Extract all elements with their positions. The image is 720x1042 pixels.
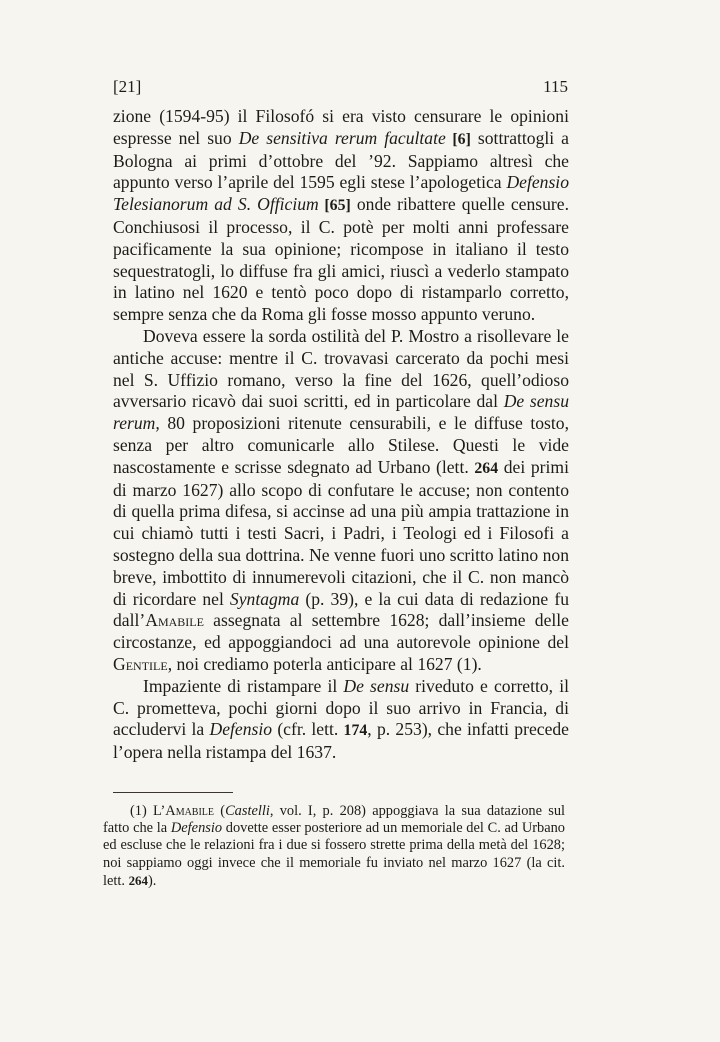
signature-mark: [21]: [113, 77, 142, 96]
italic-title: De sensu rerum,: [113, 391, 569, 434]
italic-title: Castelli: [225, 803, 270, 819]
letter-reference: [65]: [318, 197, 351, 215]
text-run: , vol. I, p. 208) appoggiava la sua datazione sul fatto che la: [103, 803, 566, 837]
text-run: Doveva essere la sorda ostilità del P. Mostro a risollevare le antiche accuse: mentre il C. trovavasi carcerato da pochi mesi nel S. Uffizio romano, verso la fine del 1626, quell’odioso avversario ricavò dai suoi scritti, ed in particolare dal: [113, 325, 569, 412]
author-name: Gentile: [113, 653, 168, 674]
italic-title: De sensu: [343, 675, 410, 696]
text-run: (1) L’: [130, 803, 166, 819]
text-run: , p. 253), che infatti precede l’opera nella ristampa del 1637.: [113, 719, 569, 763]
text-run: Impaziente di ristampare il: [143, 675, 344, 696]
letter-reference: 264: [474, 459, 499, 477]
page-number: 115: [543, 77, 568, 96]
author-name: Amabile: [145, 610, 204, 631]
italic-title: Defensio: [170, 820, 223, 837]
italic-title: Defensio Telesianorum ad S. Officium: [113, 172, 569, 215]
body-text: [113, 106, 569, 764]
paragraph: [113, 106, 569, 326]
text-run: sottrattogli a Bologna ai primi d’ottobre del ’92. Sappiamo altresì che appunto verso l’aprile del 1595 egli stese l’apologetica: [113, 127, 569, 193]
letter-reference: 174: [343, 722, 368, 740]
paragraph: [113, 676, 569, 764]
paragraph: [113, 326, 569, 676]
italic-title: Defensio: [209, 719, 273, 740]
text-run: onde ribattere quelle censure. Conchiusosi il processo, il C. potè per molti anni professare pacificamente la sua opinione; ricompose in italiano il testo sequestratogli, lo diffuse fra gli amici, riuscì a vederlo stampato in latino nel 1620 e tentò poco dopo di ristamparlo corretto, sempre senza che da Roma gli fosse mosso appunto veruno.: [113, 194, 569, 325]
text-run: dei primi di marzo 1627) allo scopo di confutare le accuse; non contento di quella prima difesa, si accinse ad una più ampia trattazione in cui chiamò tutti i testi Sacri, i Padri, i Teologi ed i Filosofi a sostegno della sua dottrina. Ne venne fuori uno scritto latino non breve, imbottito di innumerevoli citazioni, che il C. non mancò di ricordare nel: [113, 456, 569, 609]
text-run: (cfr. lett.: [272, 719, 344, 740]
text-run: riveduto e corretto, il C. prometteva, pochi giorni dopo il suo arrivo in Francia, di accludervi la: [113, 675, 569, 740]
text-run: (p. 39), e la cui data di redazione fu dall’: [113, 588, 569, 631]
footnote: [103, 803, 565, 890]
italic-title: De sensitiva rerum facultate: [238, 127, 446, 148]
footnote-separator: [113, 792, 233, 793]
running-header: [113, 77, 568, 101]
text-run: (: [214, 803, 226, 819]
text-run: 80 proposizioni ritenute censurabili, e le diffuse tosto, senza per altro comunicarle allo Stilese. Questi le vide nascostamente e scrisse sdegnato ad Urbano (lett.: [113, 413, 569, 477]
text-run: assegnata al settembre 1628; dall’insieme delle circostanze, ed appoggiandoci ad una autorevole opinione del: [113, 610, 569, 653]
text-run: dovette esser posteriore ad un memoriale del C. ad Urbano ed escluse che le relazioni fra i due si fossero strette prima della metà del 1628; noi sappiamo oggi invece che il memoriale fu inviato nel marzo 1627 (la cit. lett.: [103, 820, 565, 889]
text-run: ).: [148, 872, 157, 889]
letter-reference: [6]: [445, 130, 471, 148]
letter-reference: 264: [128, 872, 149, 888]
text-run: zione (1594-95) il Filosofó si era visto censurare le opinioni espresse nel suo: [113, 106, 569, 148]
author-name: Amabile: [165, 803, 215, 819]
text-run: , noi crediamo poterla anticipare al 1627 (1).: [167, 653, 482, 674]
italic-title: Syntagma: [229, 588, 300, 609]
